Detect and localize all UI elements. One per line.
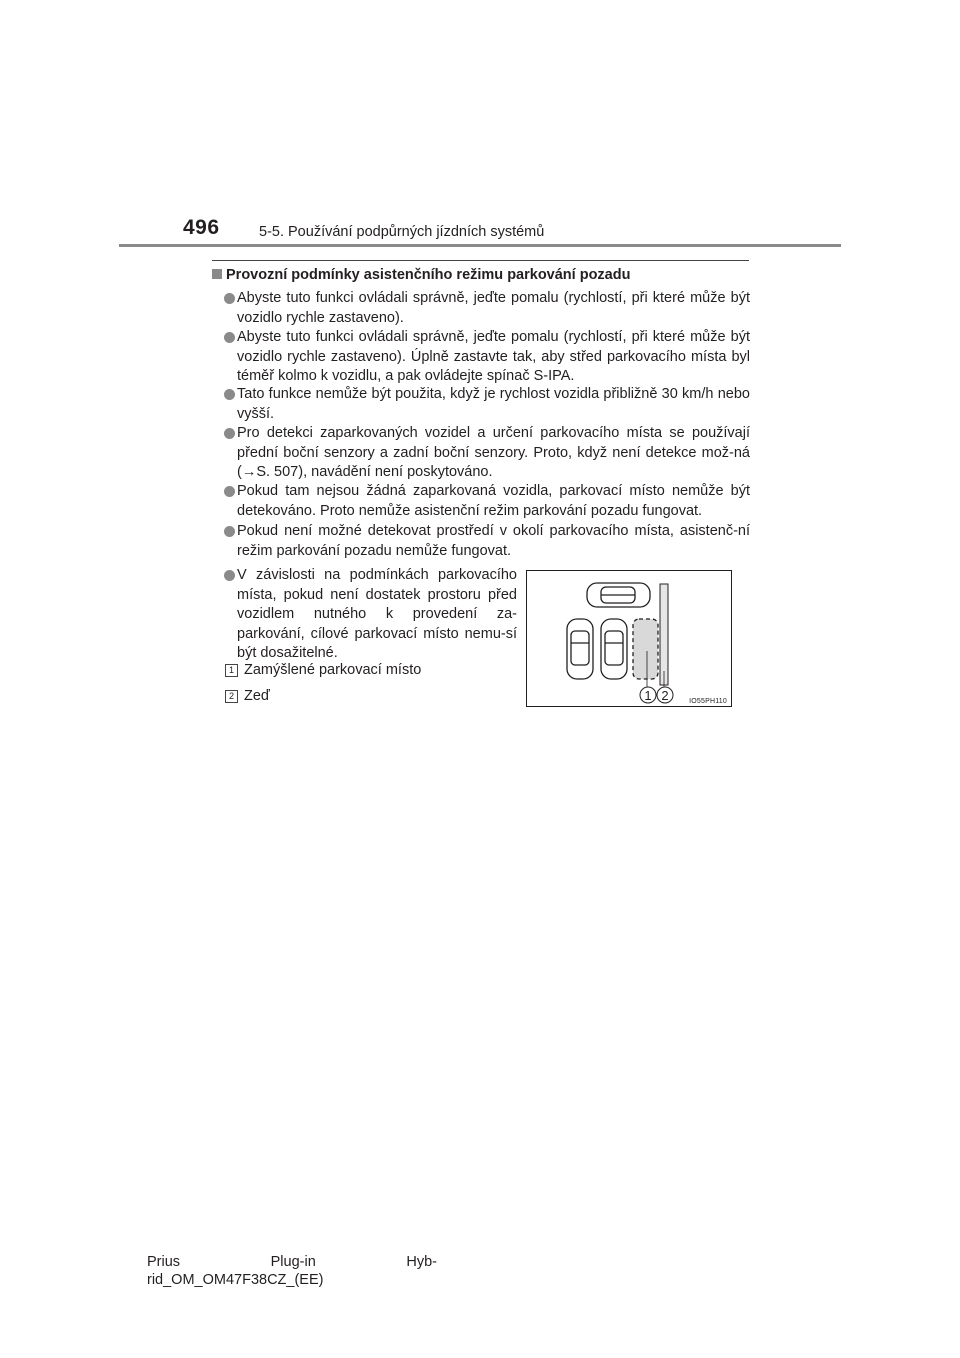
bullet-text: Pro detekci zaparkovaných vozidel a určení parkovacího místa se používají přední boční senzory a zadní boční senzory. Proto, když není detekce mož-ná (→S. 507), navádění není poskytováno. — [237, 425, 750, 480]
bullet-item — [224, 289, 750, 328]
bullet-item — [224, 522, 750, 561]
footer-part-1: Prius — [147, 1254, 181, 1270]
bullet-item — [224, 424, 750, 483]
callout-number-icon: 1 — [225, 664, 238, 677]
wall-shape — [660, 584, 668, 685]
bullet-dot-icon — [224, 428, 235, 439]
section-divider — [212, 260, 749, 261]
chapter-title: 5-5. Používání podpůrných jízdních systémů — [259, 224, 545, 240]
legend-label: Zeď — [244, 688, 270, 704]
bullet-dot-icon — [224, 389, 235, 400]
footer-part-3: Hyb- — [406, 1254, 437, 1270]
bullet-item — [224, 566, 517, 664]
page-number: 496 — [183, 216, 220, 239]
parked-car-icon — [601, 619, 627, 679]
car-top-icon — [587, 583, 650, 607]
bullet-dot-icon — [224, 293, 235, 304]
figure-code: IO55PH110 — [689, 698, 727, 705]
callout-number-icon: 2 — [225, 690, 238, 703]
footer-part-2: Plug-in — [270, 1254, 316, 1270]
bullet-text: Pokud tam nejsou žádná zaparkovaná vozidla, parkovací místo nemůže být detekováno. Proto nemůže asistenční režim parkování pozadu fungovat. — [237, 483, 750, 519]
bullet-item — [224, 482, 750, 521]
callout-1-label: 1 — [644, 688, 652, 703]
parked-car-icon — [567, 619, 593, 679]
target-space-shape — [633, 619, 658, 679]
bullet-text: Abyste tuto funkci ovládali správně, jeďte pomalu (rychlostí, při které může být vozidlo rychle zastaveno). Úplně zastavte tak, aby střed parkovacího místa byl téměř kolmo k vozidlu, a pak ovládejte spínač S-IPA. — [237, 329, 750, 384]
footer — [147, 1253, 437, 1289]
header-divider — [119, 244, 841, 247]
bullet-text: V závislosti na podmínkách parkovacího místa, pokud není dostatek prostoru před vozidlem nutného k provedení za-parkování, cílové parkovací místo nemu-sí být dosažitelné. — [237, 567, 517, 661]
legend-item-1 — [225, 662, 421, 678]
section-heading — [212, 267, 630, 283]
bullet-dot-icon — [224, 570, 235, 581]
bullet-text: Pokud není možné detekovat prostředí v okolí parkovacího místa, asistenč-ní režim parkování pozadu nemůže fungovat. — [237, 523, 750, 559]
footer-line-2: rid_OM_OM47F38CZ_(EE) — [147, 1272, 324, 1288]
parking-illustration — [526, 570, 732, 707]
callout-2-label: 2 — [661, 688, 669, 703]
section-heading-text: Provozní podmínky asistenčního režimu parkování pozadu — [226, 267, 631, 283]
bullet-text: Abyste tuto funkci ovládali správně, jeďte pomalu (rychlostí, při které může být vozidlo rychle zastaveno). — [237, 290, 750, 326]
bullet-dot-icon — [224, 486, 235, 497]
parking-diagram — [527, 571, 731, 706]
square-bullet-icon — [212, 269, 222, 279]
legend-label: Zamýšlené parkovací místo — [244, 662, 422, 678]
bullet-dot-icon — [224, 526, 235, 537]
bullet-dot-icon — [224, 332, 235, 343]
bullet-item — [224, 328, 750, 387]
legend-item-2 — [225, 688, 270, 704]
bullet-item — [224, 385, 750, 424]
bullet-text: Tato funkce nemůže být použita, když je rychlost vozidla přibližně 30 km/h nebo vyšší. — [237, 386, 750, 422]
